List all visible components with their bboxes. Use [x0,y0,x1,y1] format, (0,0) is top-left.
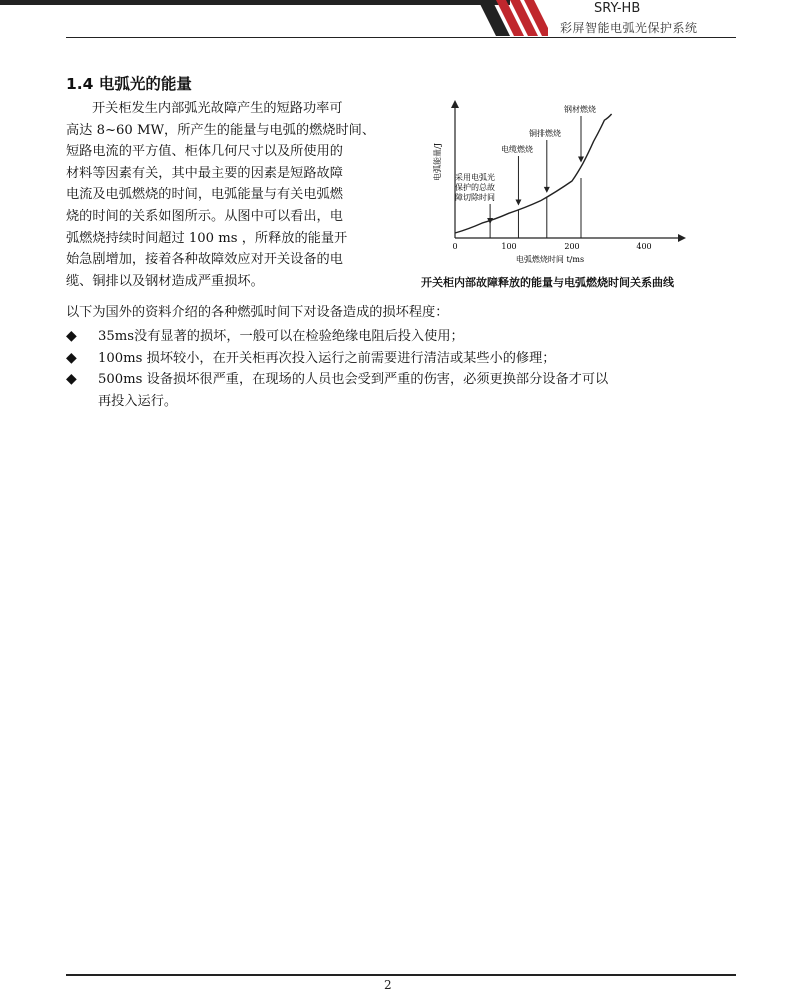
body-paragraph [66,98,411,292]
x-tick-label: 100 [501,242,517,251]
y-axis-label: 电弧能量/J [433,143,442,181]
page-header [0,0,800,40]
header-stripes-decoration [478,0,548,36]
damage-list [66,326,608,412]
annotation-protect-line2: 保护的总故 [455,183,495,192]
paragraph-line: 短路电流的平方值、柜体几何尺寸以及所使用的 [66,144,343,160]
list-item [66,369,608,412]
annotation-arrow-head [515,199,521,205]
list-item-text: 100ms 损坏较小，在开关柜再次投入运行之前需要进行清洁或某些小的修理； [98,350,556,366]
annotation-protect-line3: 障切除时间 [455,193,495,202]
energy-time-chart [418,96,736,266]
annotation-protect-line1: 采用电弧光 [455,173,495,182]
annotation-steel: 钢材燃烧 [564,105,596,114]
annotation-cable: 电缆燃烧 [501,145,533,154]
list-item [66,348,608,370]
paragraph-line: 电流及电弧燃烧的时间，电弧能量与有关电弧燃 [66,187,343,203]
x-tick-label: 400 [636,242,652,251]
header-code: SRY-HB [594,1,641,16]
x-axis-label: 电弧燃烧时间 t/ms [515,255,585,264]
header-subtitle: 彩屏智能电弧光保护系统 [560,21,698,35]
header-bar [0,0,510,5]
paragraph-line: 弧燃烧持续时间超过 100 ms ，所释放的能量开 [66,230,348,246]
diamond-bullet-icon: ◆ [66,349,77,366]
list-intro: 以下为国外的资料介绍的各种燃弧时间下对设备造成的损坏程度： [66,305,449,320]
section-title: 1.4 电弧光的能量 [66,75,192,93]
figure-caption: 开关柜内部故障释放的能量与电弧燃烧时间关系曲线 [421,276,674,289]
x-axis-arrow [678,234,686,242]
arrow-cable [515,156,521,205]
paragraph-line: 始急剧增加，接着各种故障效应对开关设备的电 [66,252,343,268]
arrow-steel [578,116,584,162]
annotation-arrow-head [544,187,550,193]
footer-rule [66,974,736,976]
list-item-text-continued: 再投入运行。 [98,393,178,409]
paragraph-line: 高达 8~60 MW，所产生的能量与电弧的燃烧时间、 [66,122,376,138]
list-item-text: 35ms没有显著的损坏，一般可以在检验绝缘电阻后投入使用； [98,329,464,344]
paragraph-line: 材料等因素有关，其中最主要的因素是短路故障 [66,165,343,181]
paragraph-line: 缆、铜排以及钢材造成严重损坏。 [66,273,264,289]
diamond-bullet-icon: ◆ [66,371,77,388]
arrow-copper [544,140,550,193]
diamond-bullet-icon: ◆ [66,328,77,344]
annotation-copper: 铜排燃烧 [529,129,561,138]
list-item-text: 500ms 设备损坏很严重，在现场的人员也会受到严重的伤害，必须更换部分设备才可以 [98,372,609,388]
paragraph-line: 烧的时间的关系如图所示。从图中可以看出，电 [66,208,343,224]
x-tick-label: 200 [564,242,580,251]
x-tick-label: 0 [452,242,458,251]
list-item [66,326,608,348]
paragraph-line: 开关柜发生内部弧光故障产生的短路功率可 [92,101,343,116]
header-rule [66,37,736,38]
y-axis-arrow [451,100,459,108]
page-number: 2 [384,978,392,992]
